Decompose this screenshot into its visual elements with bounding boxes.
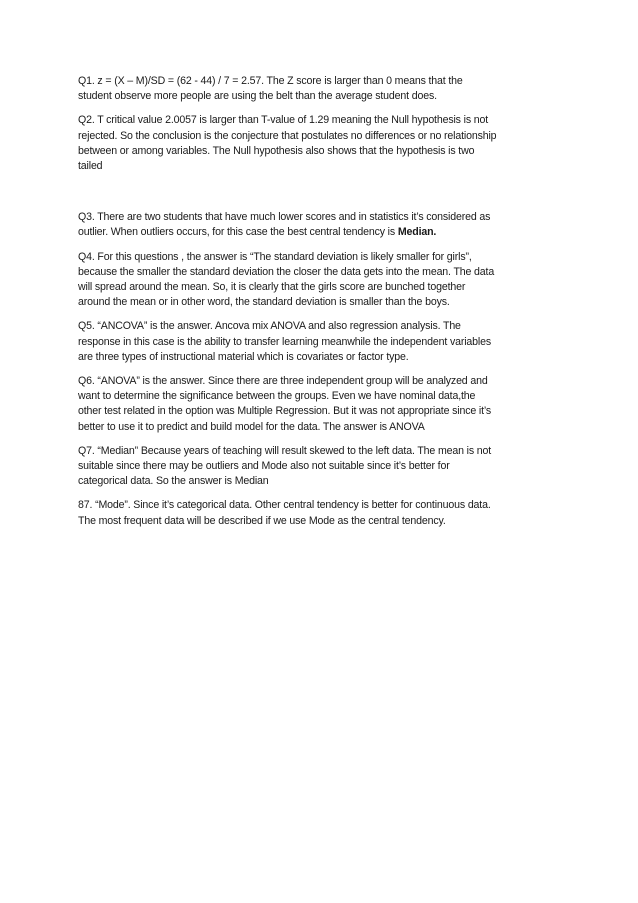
text-line: better to use it to predict and build model for the data. The answer is ANOVA (78, 420, 425, 433)
text-line: Q5. “ANCOVA” is the answer. Ancova mix ANOVA and also regression analysis. The (78, 320, 461, 333)
answer-q7 (78, 444, 568, 490)
text-line: want to determine the significance between the groups. Even we have nominal data,the (78, 390, 476, 403)
text-segment: outlier. When outliers occurs, for this case the best central tendency is (78, 226, 398, 239)
answer-q8 (78, 498, 568, 528)
answer-q6 (78, 374, 568, 435)
text-line: will spread around the mean. So, it is clearly that the girls score are bunched together (78, 281, 466, 294)
document-body (78, 74, 568, 529)
bold-answer: Median. (397, 226, 437, 239)
text-line: The most frequent data will be described if we use Mode as the central tendency. (78, 514, 446, 527)
text-line: Q4. For this questions , the answer is “The standard deviation is likely smaller for girls”, (78, 250, 472, 263)
answer-q1 (78, 74, 568, 104)
text-line: because the smaller the standard deviation the closer the data gets into the mean. The data (78, 265, 495, 278)
answer-q3 (78, 210, 568, 240)
text-line: are three types of instructional material which is covariates or factor type. (78, 350, 409, 363)
text-line: between or among variables. The Null hypothesis also shows that the hypothesis is two (78, 144, 475, 157)
answer-q2 (78, 113, 568, 174)
text-line: Q1. z = (X – M)/SD = (62 - 44) / 7 = 2.57. The Z score is larger than 0 means that the (78, 75, 463, 87)
text-line (78, 225, 568, 240)
text-line: rejected. So the conclusion is the conjecture that postulates no differences or no relationship (78, 129, 497, 142)
text-line: student observe more people are using the belt than the average student does. (78, 90, 437, 103)
text-line: Q6. “ANOVA” is the answer. Since there are three independent group will be analyzed and (78, 375, 488, 388)
text-line: other test related in the option was Multiple Regression. But it was not appropriate since it’s (78, 405, 492, 418)
text-line: 87. “Mode”. Since it’s categorical data. Other central tendency is better for continuous data. (78, 499, 491, 512)
text-line: categorical data. So the answer is Median (78, 475, 269, 488)
text-line: suitable since there may be outliers and Mode also not suitable since it’s better for (78, 460, 450, 473)
text-line: around the mean or in other word, the standard deviation is smaller than the boys. (78, 296, 450, 309)
text-line: response in this case is the ability to transfer learning meanwhile the independent variables (78, 335, 491, 348)
answer-q4 (78, 250, 568, 311)
text-line: tailed (78, 160, 103, 173)
text-line: Q7. “Median” Because years of teaching will result skewed to the left data. The mean is not (78, 444, 492, 457)
answer-q5 (78, 319, 568, 365)
text-line: Q3. There are two students that have much lower scores and in statistics it’s considered as (78, 211, 491, 224)
text-line: Q2. T critical value 2.0057 is larger than T-value of 1.29 meaning the Null hypothesis is not (78, 114, 489, 127)
